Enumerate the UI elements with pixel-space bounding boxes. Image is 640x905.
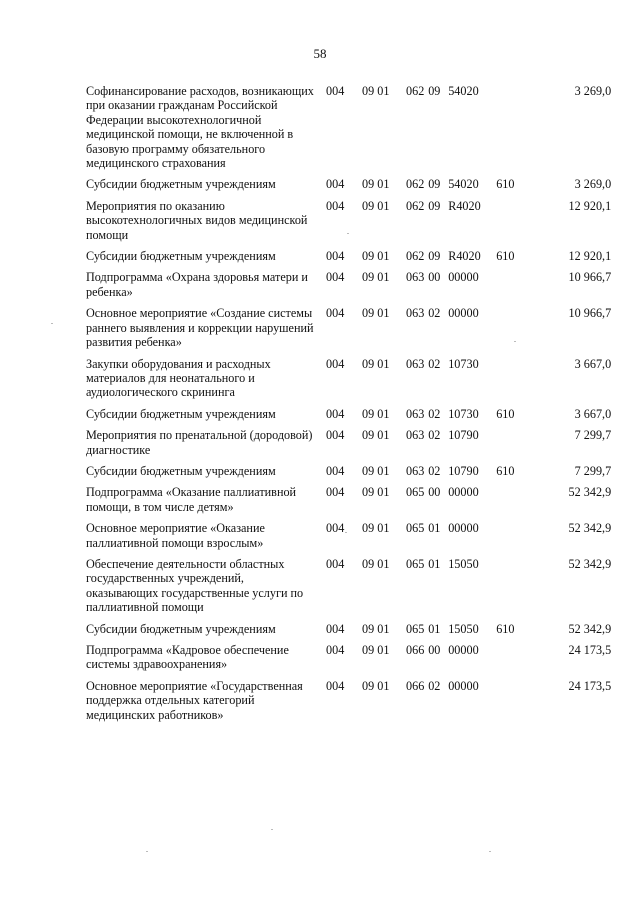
section-code: 09 01 (362, 306, 390, 321)
table-row (86, 428, 611, 457)
subprogram-code: 2 (418, 249, 425, 264)
subprogram-code: 2 (418, 198, 425, 213)
scan-speck (51, 323, 53, 324)
program-code: 06 (406, 521, 419, 536)
program-code: 06 (406, 485, 419, 500)
expense-type-code: 610 (496, 463, 515, 478)
amount: 7 299,7 (574, 428, 612, 443)
subprogram-code: 3 (418, 406, 425, 421)
program-code: 06 (406, 428, 419, 443)
measure-code: 02 (428, 406, 441, 421)
scan-speck (271, 829, 273, 830)
subprogram-code: 5 (418, 621, 425, 636)
amount: 52 342,9 (568, 485, 612, 500)
row-spacer (86, 350, 611, 357)
ministry-code: 004 (326, 485, 345, 500)
measure-code: 09 (428, 84, 441, 98)
row-spacer (86, 478, 611, 485)
measure-code: 01 (428, 521, 441, 536)
subprogram-code: 3 (418, 270, 425, 285)
row-spacer (86, 672, 611, 679)
direction-code: R4020 (448, 249, 481, 264)
row-spacer (86, 421, 611, 428)
section-code: 09 01 (362, 678, 390, 693)
item-name: Софинансирование расходов, возникающих при оказании гражданам Российской Федерации высокотехнологичной медицинской помощи, не включенной в базовую программу обязательного медицинского страхования (86, 84, 314, 171)
ministry-code: 004 (326, 428, 345, 443)
ministry-code: 004 (326, 84, 345, 98)
amount: 52 342,9 (568, 556, 612, 571)
item-name: Мероприятия по оказанию высокотехнологичных видов медицинской помощи (86, 198, 308, 242)
ministry-code: 004 (326, 643, 345, 657)
row-spacer (86, 615, 611, 622)
expense-type-code: 610 (496, 406, 515, 421)
row-spacer (86, 192, 611, 199)
program-code: 06 (406, 356, 419, 371)
subprogram-code: 6 (418, 643, 425, 657)
direction-code: 00000 (448, 521, 479, 536)
item-name: Субсидии бюджетным учреждениям (86, 463, 276, 478)
direction-code: 00000 (448, 270, 479, 285)
scan-speck (345, 532, 347, 533)
amount: 10 966,7 (568, 306, 612, 321)
section-code: 09 01 (362, 356, 390, 371)
section-code: 09 01 (362, 521, 390, 536)
item-name: Обеспечение деятельности областных государственных учреждений, оказывающих государственные услуги по паллиативной помощи (86, 556, 304, 615)
item-name: Основное мероприятие «Оказание паллиативной помощи взрослым» (86, 521, 265, 550)
expense-type-code: 610 (496, 621, 515, 636)
section-code: 09 01 (362, 556, 390, 571)
amount: 12 920,1 (568, 249, 612, 264)
subprogram-code: 6 (418, 678, 425, 693)
direction-code: 00000 (448, 643, 479, 657)
table-row (86, 249, 611, 263)
budget-table (86, 84, 611, 722)
section-code: 09 01 (362, 485, 390, 500)
row-spacer (86, 636, 611, 643)
expense-type-code (496, 428, 526, 457)
table-row (86, 464, 611, 478)
section-code: 09 01 (362, 463, 390, 478)
table-row (86, 622, 611, 636)
table-row (86, 557, 611, 615)
subprogram-code: 3 (418, 306, 425, 321)
amount: 12 920,1 (568, 198, 612, 213)
item-name: Основное мероприятие «Создание системы раннего выявления и коррекции нарушений развития ребенка» (86, 306, 314, 350)
subprogram-code: 2 (418, 177, 425, 192)
program-code: 06 (406, 270, 419, 285)
program-code: 06 (406, 406, 419, 421)
item-name: Закупки оборудования и расходных материалов для неонатального и аудиологического скрининга (86, 356, 271, 400)
table-row (86, 407, 611, 421)
scan-speck (146, 851, 148, 852)
measure-code: 00 (428, 643, 441, 657)
measure-code: 09 (428, 177, 441, 192)
expense-type-code (496, 357, 526, 400)
table-row (86, 485, 611, 514)
ministry-code: 004 (326, 521, 345, 536)
direction-code: 00000 (448, 485, 479, 500)
measure-code: 09 (428, 249, 441, 264)
amount: 10 966,7 (568, 270, 612, 285)
measure-code: 09 (428, 198, 441, 213)
program-code: 06 (406, 84, 419, 98)
row-spacer (86, 514, 611, 521)
subprogram-code: 3 (418, 428, 425, 443)
table-row (86, 306, 611, 349)
expense-type-code (496, 521, 526, 550)
program-code: 06 (406, 643, 419, 657)
direction-code: 10730 (448, 406, 479, 421)
table-row (86, 84, 611, 170)
direction-code: 15050 (448, 621, 479, 636)
amount: 24 173,5 (568, 678, 612, 693)
ministry-code: 004 (326, 249, 345, 264)
program-code: 06 (406, 177, 419, 192)
section-code: 09 01 (362, 249, 390, 264)
ministry-code: 004 (326, 270, 345, 285)
measure-code: 00 (428, 485, 441, 500)
direction-code: 54020 (448, 84, 479, 98)
expense-type-code (496, 557, 526, 615)
section-code: 09 01 (362, 428, 390, 443)
item-name: Субсидии бюджетным учреждениям (86, 177, 276, 192)
program-code: 06 (406, 249, 419, 264)
expense-type-code: 610 (496, 177, 515, 192)
amount: 3 269,0 (574, 84, 612, 98)
measure-code: 02 (428, 463, 441, 478)
row-spacer (86, 242, 611, 249)
direction-code: 54020 (448, 177, 479, 192)
table-row (86, 199, 611, 242)
subprogram-code: 3 (418, 356, 425, 371)
item-name: Основное мероприятие «Государственная поддержка отдельных категорий медицинских работников» (86, 678, 303, 722)
ministry-code: 004 (326, 177, 345, 192)
page-number: 58 (313, 46, 327, 61)
item-name: Подпрограмма «Кадровое обеспечение системы здравоохранения» (86, 643, 289, 672)
measure-code: 02 (428, 356, 441, 371)
section-code: 09 01 (362, 270, 390, 285)
measure-code: 02 (428, 306, 441, 321)
item-name: Субсидии бюджетным учреждениям (86, 249, 276, 264)
expense-type-code (496, 270, 526, 299)
amount: 3 667,0 (574, 406, 612, 421)
section-code: 09 01 (362, 84, 390, 98)
ministry-code: 004 (326, 198, 345, 213)
program-code: 06 (406, 463, 419, 478)
measure-code: 00 (428, 270, 441, 285)
direction-code: 15050 (448, 556, 479, 571)
direction-code: 10730 (448, 356, 479, 371)
amount: 3 667,0 (574, 356, 612, 371)
direction-code: 10790 (448, 463, 479, 478)
row-spacer (86, 550, 611, 557)
table-row (86, 521, 611, 550)
direction-code: 00000 (448, 678, 479, 693)
budget-table-body (86, 84, 611, 722)
item-name: Субсидии бюджетным учреждениям (86, 621, 276, 636)
table-row (86, 177, 611, 191)
measure-code: 02 (428, 678, 441, 693)
measure-code: 01 (428, 621, 441, 636)
ministry-code: 004 (326, 463, 345, 478)
expense-type-code (496, 485, 526, 514)
program-code: 06 (406, 306, 419, 321)
ministry-code: 004 (326, 621, 345, 636)
row-spacer (86, 299, 611, 306)
ministry-code: 004 (326, 306, 345, 321)
table-row (86, 357, 611, 400)
program-code: 06 (406, 198, 419, 213)
amount: 52 342,9 (568, 521, 612, 536)
row-spacer (86, 457, 611, 464)
ministry-code: 004 (326, 406, 345, 421)
measure-code: 02 (428, 428, 441, 443)
expense-type-code (496, 643, 526, 672)
subprogram-code: 5 (418, 556, 425, 571)
scan-speck (489, 851, 491, 852)
item-name: Подпрограмма «Оказание паллиативной помощи, в том числе детям» (86, 485, 297, 514)
program-code: 06 (406, 621, 419, 636)
section-code: 09 01 (362, 198, 390, 213)
ministry-code: 004 (326, 356, 345, 371)
direction-code: 00000 (448, 306, 479, 321)
table-row (86, 270, 611, 299)
expense-type-code: 610 (496, 249, 515, 264)
program-code: 06 (406, 556, 419, 571)
table-row (86, 643, 611, 672)
section-code: 09 01 (362, 406, 390, 421)
section-code: 09 01 (362, 643, 390, 657)
expense-type-code (496, 679, 526, 722)
item-name: Субсидии бюджетным учреждениям (86, 406, 276, 421)
subprogram-code: 3 (418, 463, 425, 478)
table-row (86, 679, 611, 722)
ministry-code: 004 (326, 678, 345, 693)
row-spacer (86, 400, 611, 407)
row-spacer (86, 170, 611, 177)
section-code: 09 01 (362, 177, 390, 192)
subprogram-code: 2 (418, 84, 425, 98)
ministry-code: 004 (326, 556, 345, 571)
amount: 3 269,0 (574, 177, 612, 192)
section-code: 09 01 (362, 621, 390, 636)
expense-type-code (496, 306, 526, 349)
direction-code: R4020 (448, 198, 481, 213)
expense-type-code (496, 199, 526, 242)
direction-code: 10790 (448, 428, 479, 443)
expense-type-code (496, 84, 526, 170)
program-code: 06 (406, 678, 419, 693)
amount: 24 173,5 (568, 643, 612, 657)
row-spacer (86, 263, 611, 270)
subprogram-code: 5 (418, 521, 425, 536)
scan-speck (347, 233, 349, 234)
scan-speck (514, 341, 516, 342)
item-name: Мероприятия по пренатальной (дородовой) диагностике (86, 428, 313, 457)
subprogram-code: 5 (418, 485, 425, 500)
amount: 52 342,9 (568, 621, 612, 636)
amount: 7 299,7 (574, 463, 612, 478)
measure-code: 01 (428, 556, 441, 571)
item-name: Подпрограмма «Охрана здоровья матери и ребенка» (86, 270, 308, 299)
